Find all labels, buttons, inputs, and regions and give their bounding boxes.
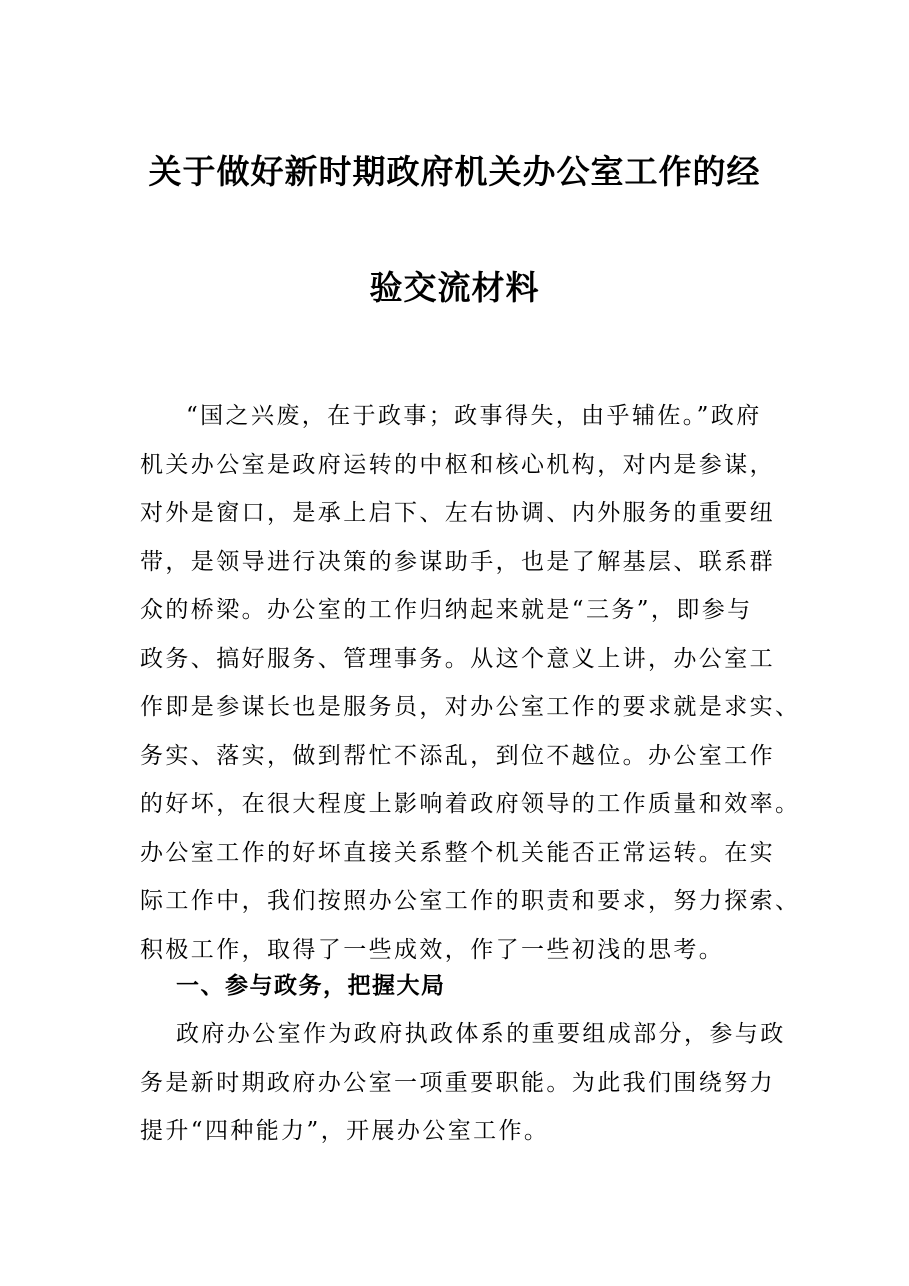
paragraph-line: 带，是领导进行决策的参谋助手，也是了解基层、联系群 bbox=[140, 548, 775, 575]
paragraph-line: 际工作中，我们按照办公室工作的职责和要求，努力探索、 bbox=[140, 888, 801, 914]
paragraph-line: 务是新时期政府办公室一项重要职能。为此我们围绕努力 bbox=[140, 1069, 775, 1096]
paragraph-line: 办公室工作的好坏直接关系整个机关能否正常运转。在实 bbox=[140, 839, 775, 866]
section-heading-1: 一、参与政务，把握大局 bbox=[176, 972, 446, 999]
paragraph-line: 政府办公室作为政府执政体系的重要组成部分，参与政 bbox=[176, 1021, 786, 1047]
paragraph-line: 提升“四种能力”，开展办公室工作。 bbox=[140, 1118, 550, 1144]
paragraph-line: 作即是参谋长也是服务员，对办公室工作的要求就是求实、 bbox=[140, 694, 801, 720]
document-title-line-2: 验交流材料 bbox=[369, 268, 540, 307]
paragraph-line: 机关办公室是政府运转的中枢和核心机构，对内是参谋， bbox=[140, 451, 775, 478]
paragraph-line: 务实、落实，做到帮忙不添乱，到位不越位。办公室工作 bbox=[140, 742, 775, 769]
paragraph-line: 众的桥梁。办公室的工作归纳起来就是“三务”，即参与 bbox=[140, 597, 753, 623]
paragraph-line: 积极工作，取得了一些成效，作了一些初浅的思考。 bbox=[140, 936, 725, 963]
paragraph-intro bbox=[140, 392, 801, 974]
paragraph-line: 政务、搞好服务、管理事务。从这个意义上讲，办公室工 bbox=[140, 645, 775, 672]
paragraph-line: 对外是窗口，是承上启下、左右协调、内外服务的重要纽 bbox=[140, 500, 775, 526]
document-title-line-1: 关于做好新时期政府机关办公室工作的经 bbox=[148, 152, 761, 191]
paragraph-section1 bbox=[140, 1010, 786, 1156]
paragraph-line: 的好坏，在很大程度上影响着政府领导的工作质量和效率。 bbox=[140, 791, 801, 817]
paragraph-line: “国之兴废，在于政事；政事得失，由乎辅佐。”政府 bbox=[186, 403, 762, 429]
